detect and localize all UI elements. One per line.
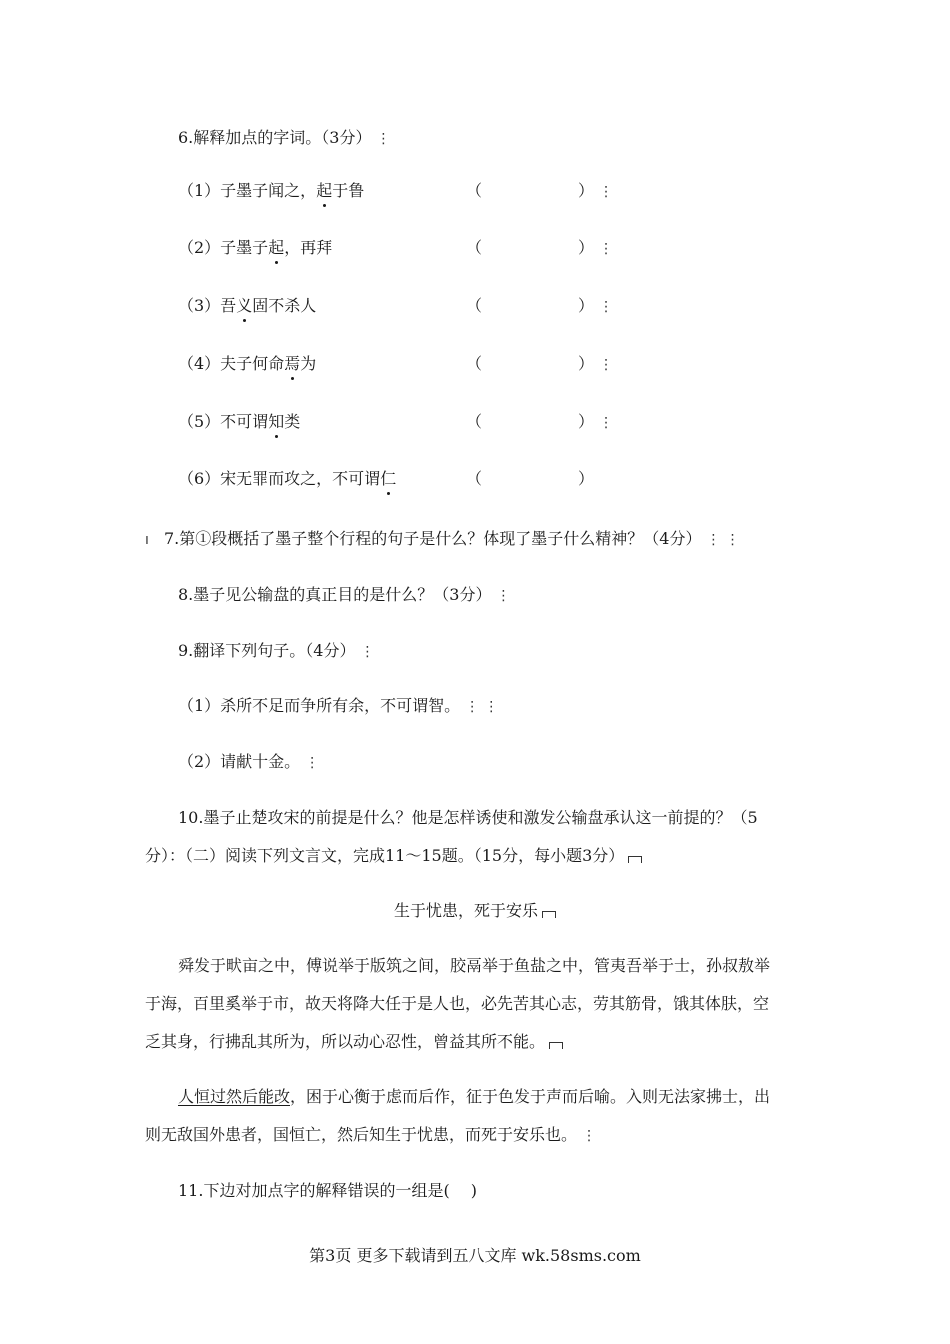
dotted-char: 知 [268,412,285,431]
q7: 7.第①段概括了墨子整个行程的句子是什么？体现了墨子什么精神？（4分） ⋮ ⋮ [164,529,740,548]
passage-title: 生于忧患，死于安乐 [0,900,950,922]
dotted-char: 仁 [380,469,397,488]
paragraph-mark-icon [549,1042,563,1049]
dotted-char: 起 [268,238,285,257]
underlined-phrase: 人恒过然后能改 [178,1087,291,1106]
page-footer: 第3页 更多下载请到五八文库 wk.58sms.com [309,1246,641,1265]
paragraph-mark-icon [628,856,642,863]
answer-blank-1-close: ） ⋮ [578,181,614,200]
q6-item-4: （4）夫子何命焉为 [178,354,317,373]
q9-sentence-2: （2）请献十金。 ⋮ [178,752,320,771]
q10-line-1: 10.墨子止楚攻宋的前提是什么？他是怎样诱使和激发公输盘承认这一前提的？（5 [178,808,758,827]
passage-p2-line-2: 则无敌国外患者，国恒亡，然后知生于忧患，而死于安乐也。 ⋮ [145,1125,597,1144]
q6-item-2: （2）子墨子起，再拜 [178,238,333,257]
answer-blank-2: （ [466,238,483,257]
passage-p2-line-1: 人恒过然后能改，困于心衡于虑而后作，征于色发于声而后喻。入则无法家拂士，出 [178,1087,771,1106]
format-mark: ⋮ [376,131,391,147]
answer-blank-1: （ [466,181,483,200]
dotted-char: 起 [316,181,333,200]
paragraph-mark-icon [542,911,556,918]
passage-p1-line-2: 于海，百里奚举于市，故天将降大任于是人也，必先苦其心志，劳其筋骨，饿其体肤，空 [145,994,770,1013]
answer-blank-3: （ [466,296,483,315]
margin-mark: ı [145,532,149,548]
q6-title: 6.解释加点的字词。（3分） ⋮ [178,128,391,147]
q10-line-2: 分）：（二）阅读下列文言文，完成11～15题。（15分，每小题3分） [145,845,642,867]
q8: 8.墨子见公输盘的真正目的是什么？（3分） ⋮ [178,585,511,604]
answer-blank-4: （ [466,354,483,373]
answer-blank-2-close: ） ⋮ [578,238,614,257]
q6-item-1: （1）子墨子闻之，起于鲁 [178,181,365,200]
passage-p1-line-3: 乏其身，行拂乱其所为，所以动心忍性，曾益其所不能。 [145,1031,563,1053]
answer-blank-5: （ [466,412,483,431]
q6-item-5: （5）不可谓知类 [178,412,301,431]
q9-sentence-1: （1）杀所不足而争所有余，不可谓智。 ⋮ ⋮ [178,696,499,715]
answer-blank-3-close: ） ⋮ [578,296,614,315]
dotted-char: 焉 [284,354,301,373]
q6-item-3: （3）吾义固不杀人 [178,296,317,315]
dotted-char: 义 [236,296,253,315]
answer-blank-5-close: ） ⋮ [578,412,614,431]
answer-blank-6: （ [466,469,483,488]
passage-p1-line-1: 舜发于畎亩之中，傅说举于版筑之间，胶鬲举于鱼盐之中，管夷吾举于士，孙叔敖举 [178,956,771,975]
q11: 11.下边对加点字的解释错误的一组是( ) [178,1181,478,1200]
answer-blank-6-close: ） [578,469,595,488]
q6-item-6: （6）宋无罪而攻之，不可谓仁 [178,469,397,488]
answer-blank-4-close: ） ⋮ [578,354,614,373]
q9-title: 9.翻译下列句子。（4分） ⋮ [178,641,375,660]
